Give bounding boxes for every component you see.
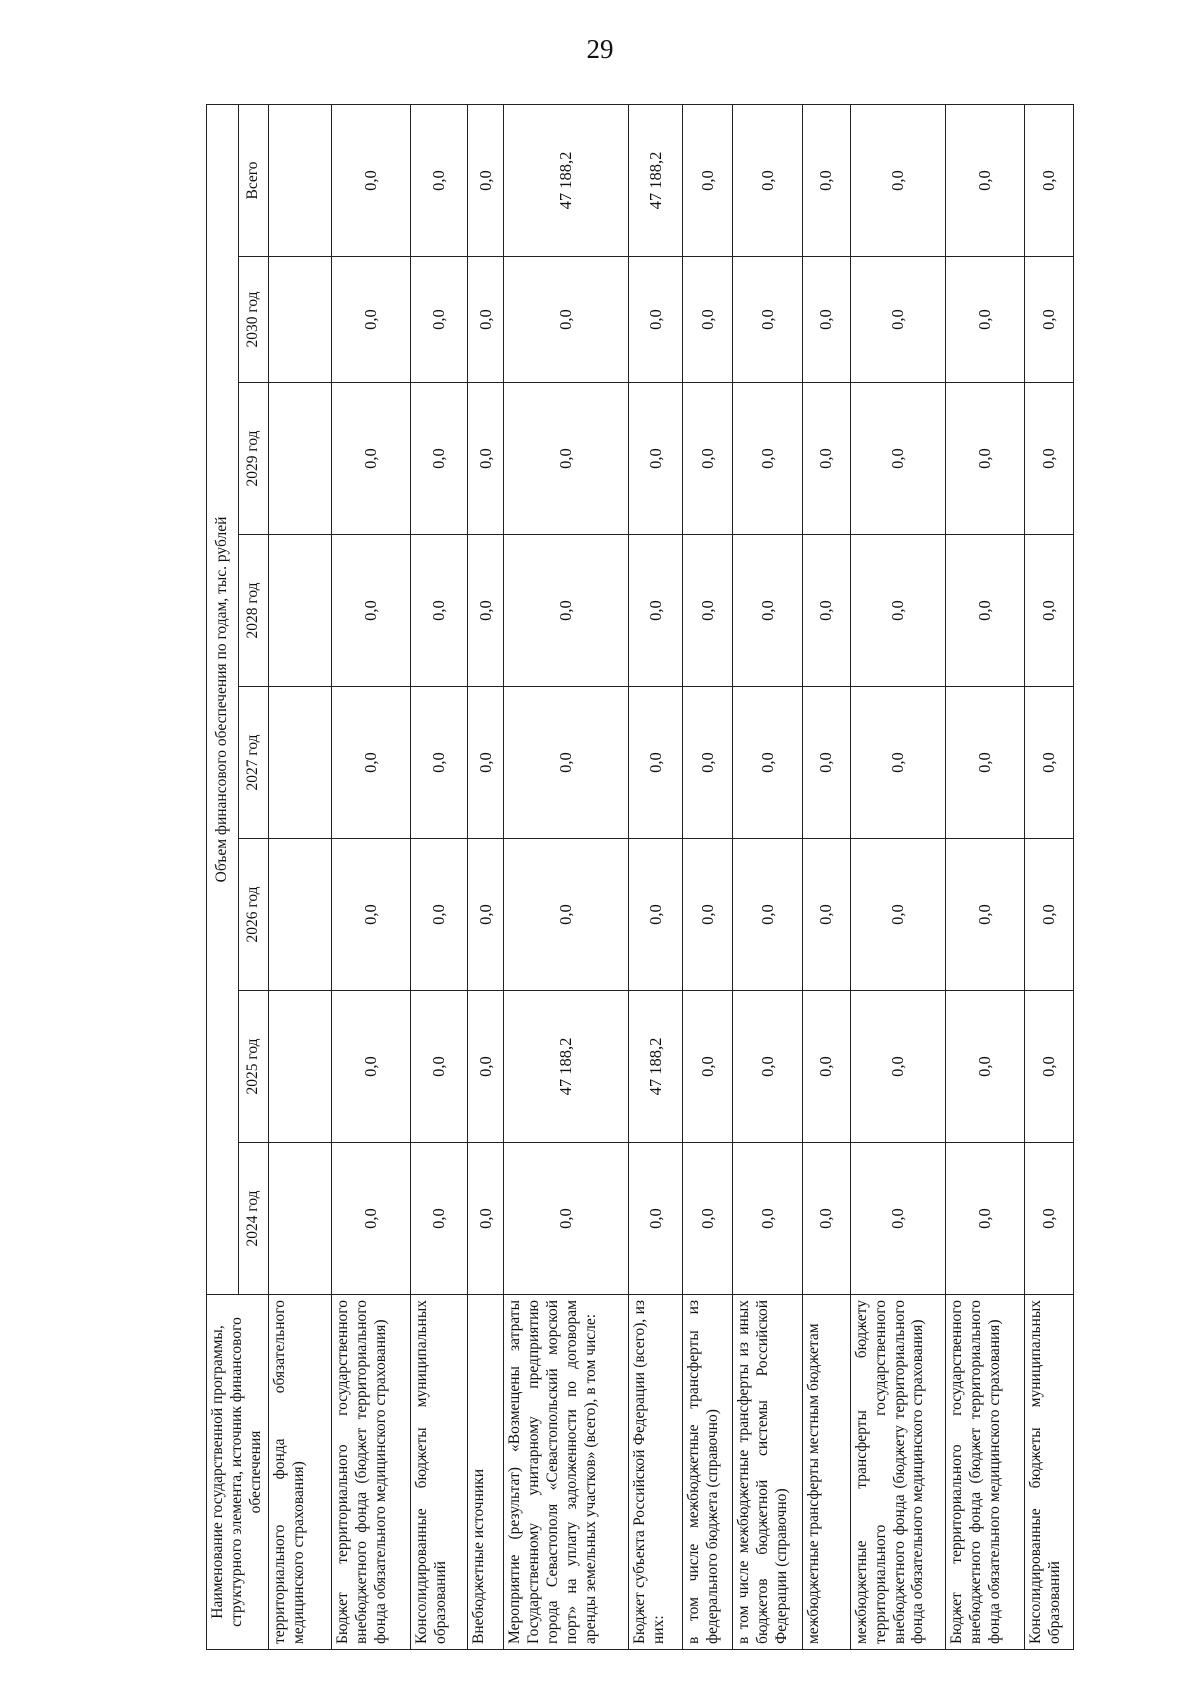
value-cell: 0,0 — [803, 687, 851, 839]
year-header: 2029 год — [238, 383, 268, 535]
value-cell: 0,0 — [1025, 687, 1074, 839]
value-cell: 0,0 — [945, 991, 1024, 1143]
total-cell: 0,0 — [945, 105, 1024, 257]
value-cell: 0,0 — [1025, 383, 1074, 535]
value-cell — [268, 991, 331, 1143]
value-cell: 0,0 — [411, 687, 468, 839]
total-cell: 0,0 — [332, 105, 411, 257]
table-row — [332, 105, 411, 1650]
value-cell: 0,0 — [850, 257, 945, 383]
value-cell: 0,0 — [803, 839, 851, 991]
name-column-header: Наименование государственной программы, структурного элемента, источник финансового обеспечения — [207, 1295, 269, 1650]
total-cell: 0,0 — [803, 105, 851, 257]
total-cell: 47 188,2 — [628, 105, 682, 257]
value-cell — [268, 687, 331, 839]
value-cell: 0,0 — [850, 687, 945, 839]
row-label: Бюджет территориального государственного внебюджетного фонда (бюджет территориального фонда обязательного медицинского страхования) — [332, 1295, 411, 1650]
table-row — [683, 105, 733, 1650]
table-row — [468, 105, 504, 1650]
value-cell: 0,0 — [332, 991, 411, 1143]
table-row — [628, 105, 682, 1650]
value-cell: 0,0 — [850, 383, 945, 535]
value-cell: 0,0 — [733, 991, 803, 1143]
total-header: Всего — [238, 105, 268, 257]
table-row — [504, 105, 629, 1650]
value-cell: 0,0 — [468, 257, 504, 383]
value-cell: 0,0 — [504, 535, 629, 687]
value-cell: 0,0 — [411, 257, 468, 383]
value-cell: 0,0 — [1025, 1143, 1074, 1295]
year-header: 2024 год — [238, 1143, 268, 1295]
value-cell: 0,0 — [945, 1143, 1024, 1295]
value-cell: 0,0 — [733, 687, 803, 839]
rotated-table-container — [206, 105, 1068, 1650]
total-cell: 0,0 — [411, 105, 468, 257]
value-cell: 0,0 — [850, 991, 945, 1143]
value-cell: 0,0 — [733, 839, 803, 991]
value-cell: 0,0 — [468, 839, 504, 991]
value-cell: 0,0 — [628, 535, 682, 687]
table-row — [733, 105, 803, 1650]
value-cell — [268, 383, 331, 535]
total-cell: 0,0 — [468, 105, 504, 257]
value-cell: 0,0 — [628, 383, 682, 535]
value-cell: 0,0 — [1025, 839, 1074, 991]
row-label: Мероприятие (результат) «Возмещены затраты Государственному унитарному предприятию города Севастополя «Севастопольский морской порт» на уплату задолженности по договорам аренды земельных участков» (всего), в том числе: — [504, 1295, 629, 1650]
value-cell: 0,0 — [504, 257, 629, 383]
volume-header: Объем финансового обеспечения по годам, тыс. рублей — [207, 105, 239, 1295]
value-cell: 0,0 — [411, 991, 468, 1143]
value-cell: 0,0 — [803, 535, 851, 687]
value-cell: 0,0 — [683, 383, 733, 535]
table-row — [411, 105, 468, 1650]
year-header: 2027 год — [238, 687, 268, 839]
year-header: 2028 год — [238, 535, 268, 687]
value-cell: 0,0 — [504, 1143, 629, 1295]
value-cell: 0,0 — [733, 257, 803, 383]
value-cell: 0,0 — [411, 839, 468, 991]
value-cell: 0,0 — [683, 687, 733, 839]
row-label: Консолидированные бюджеты муниципальных образований — [1025, 1295, 1074, 1650]
row-label: в том числе межбюджетные трансферты из федерального бюджета (справочно) — [683, 1295, 733, 1650]
value-cell: 0,0 — [683, 535, 733, 687]
value-cell: 0,0 — [332, 535, 411, 687]
value-cell: 0,0 — [332, 1143, 411, 1295]
value-cell: 0,0 — [850, 839, 945, 991]
value-cell: 47 188,2 — [628, 991, 682, 1143]
value-cell: 0,0 — [850, 535, 945, 687]
total-cell: 0,0 — [850, 105, 945, 257]
value-cell: 0,0 — [628, 1143, 682, 1295]
row-label: Консолидированные бюджеты муниципальных образований — [411, 1295, 468, 1650]
value-cell: 0,0 — [332, 839, 411, 991]
value-cell: 0,0 — [504, 383, 629, 535]
total-cell — [268, 105, 331, 257]
value-cell: 0,0 — [683, 257, 733, 383]
row-label: межбюджетные трансферты бюджету территориального государственного внебюджетного фонда (бюджету территориального фонда обязательного медицинского страхования) — [850, 1295, 945, 1650]
financing-table — [206, 104, 1074, 1650]
value-cell: 0,0 — [504, 839, 629, 991]
value-cell — [268, 839, 331, 991]
value-cell: 0,0 — [468, 535, 504, 687]
value-cell: 0,0 — [1025, 257, 1074, 383]
value-cell: 0,0 — [332, 383, 411, 535]
total-cell: 0,0 — [683, 105, 733, 257]
value-cell: 0,0 — [733, 1143, 803, 1295]
row-label: Бюджет территориального государственного внебюджетного фонда (бюджет территориального фонда обязательного медицинского страхования) — [945, 1295, 1024, 1650]
value-cell: 0,0 — [411, 383, 468, 535]
value-cell — [268, 535, 331, 687]
row-label: территориального фонда обязательного медицинского страхования) — [268, 1295, 331, 1650]
value-cell: 0,0 — [468, 1143, 504, 1295]
value-cell: 0,0 — [803, 383, 851, 535]
value-cell: 0,0 — [468, 383, 504, 535]
value-cell: 0,0 — [803, 257, 851, 383]
value-cell: 0,0 — [945, 839, 1024, 991]
header-row-1 — [207, 105, 239, 1650]
value-cell: 0,0 — [733, 383, 803, 535]
value-cell: 0,0 — [1025, 991, 1074, 1143]
value-cell: 0,0 — [468, 991, 504, 1143]
total-cell: 0,0 — [733, 105, 803, 257]
value-cell: 0,0 — [332, 257, 411, 383]
value-cell: 0,0 — [628, 257, 682, 383]
value-cell: 47 188,2 — [504, 991, 629, 1143]
value-cell: 0,0 — [803, 1143, 851, 1295]
total-cell: 0,0 — [1025, 105, 1074, 257]
year-header: 2030 год — [238, 257, 268, 383]
value-cell: 0,0 — [945, 257, 1024, 383]
table-row — [268, 105, 331, 1650]
value-cell: 0,0 — [332, 687, 411, 839]
value-cell: 0,0 — [945, 687, 1024, 839]
row-label: в том числе межбюджетные трансферты из иных бюджетов бюджетной системы Российской Федерации (справочно) — [733, 1295, 803, 1650]
row-label: Внебюджетные источники — [468, 1295, 504, 1650]
value-cell: 0,0 — [504, 687, 629, 839]
row-label: межбюджетные трансферты местным бюджетам — [803, 1295, 851, 1650]
value-cell — [268, 257, 331, 383]
page-number: 29 — [586, 34, 614, 64]
table-body — [268, 105, 1073, 1650]
table-row — [803, 105, 851, 1650]
value-cell: 0,0 — [945, 535, 1024, 687]
value-cell: 0,0 — [683, 1143, 733, 1295]
value-cell: 0,0 — [850, 1143, 945, 1295]
year-header: 2025 год — [238, 991, 268, 1143]
table-row — [1025, 105, 1074, 1650]
value-cell: 0,0 — [945, 383, 1024, 535]
value-cell: 0,0 — [683, 991, 733, 1143]
table-row — [850, 105, 945, 1650]
value-cell: 0,0 — [628, 687, 682, 839]
value-cell — [268, 1143, 331, 1295]
value-cell: 0,0 — [683, 839, 733, 991]
value-cell: 0,0 — [411, 1143, 468, 1295]
value-cell: 0,0 — [628, 839, 682, 991]
value-cell: 0,0 — [411, 535, 468, 687]
total-cell: 47 188,2 — [504, 105, 629, 257]
value-cell: 0,0 — [1025, 535, 1074, 687]
year-header: 2026 год — [238, 839, 268, 991]
value-cell: 0,0 — [733, 535, 803, 687]
value-cell: 0,0 — [468, 687, 504, 839]
value-cell: 0,0 — [803, 991, 851, 1143]
table-row — [945, 105, 1024, 1650]
row-label: Бюджет субъекта Российской Федерации (всего), из них: — [628, 1295, 682, 1650]
